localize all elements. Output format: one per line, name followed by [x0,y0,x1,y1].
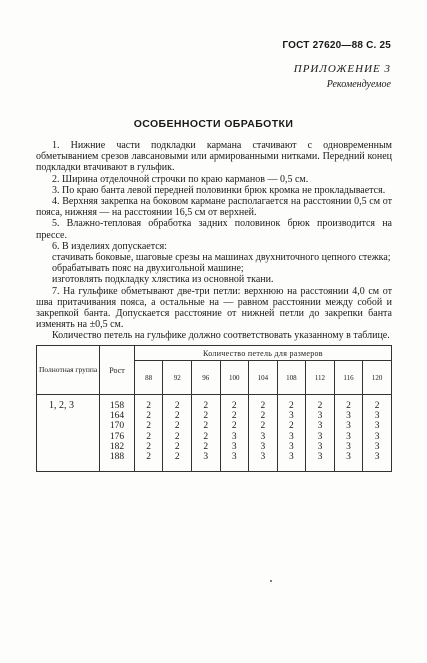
size-header: 120 [363,361,392,395]
count-value: 2 [174,441,180,452]
count-header: Количество петель для размеров [134,346,391,361]
count-value: 2 [289,401,294,411]
paragraph-6b: обрабатывать пояс на двухигольной машине; [52,263,244,275]
count-cell [134,395,163,472]
count-value: 3 [260,431,266,442]
paragraph-3: 3. По краю банта левой передней половинки брюк кромка не прокладывается. [52,184,386,196]
count-cell [277,395,306,472]
paragraph-4: 4. Верхняя закрепка на боковом кармане располагается на расстоянии 0,5 см от пояса, нижняя — на расстоянии 16,5 см от верхней. [36,196,392,219]
count-value: 3 [346,441,351,452]
count-value: 2 [146,411,152,422]
count-value: 3 [374,421,380,432]
count-value: 3 [203,452,209,463]
paragraph-6a: стачивать боковые, шаговые срезы на машинах двухниточного цепного стежка; [52,252,391,264]
count-value: 2 [174,421,180,432]
count-value: 2 [146,431,152,442]
group-cell: 1, 2, 3 [37,395,100,472]
size-header: 96 [191,361,220,395]
count-cell [191,395,220,472]
count-value: 2 [146,401,152,411]
count-value: 2 [231,421,237,432]
size-header: 100 [220,361,249,395]
count-value: 2 [174,431,180,442]
count-value: 3 [289,411,294,422]
paragraph-6c: изготовлять подкладку хлястика из основной ткани. [52,274,274,286]
count-cell [249,395,278,472]
count-value: 2 [317,401,323,411]
count-cell [334,395,363,472]
count-value: 2 [174,411,180,422]
count-value: 3 [289,452,294,463]
count-value: 3 [260,441,266,452]
count-value: 2 [174,452,180,463]
buttonhole-count-table [36,345,392,472]
height-value: 170 [109,421,125,432]
count-value: 3 [374,452,380,463]
count-value: 3 [231,431,237,442]
paragraph-8: Количество петель на гульфике должно соответствовать указанному в таблице. [52,330,390,342]
size-header: 112 [306,361,335,395]
height-cell [100,395,135,472]
paragraph-7: 7. На гульфике обметывают две-три петли: верхнюю на расстоянии 4,0 см от шва притачивания пояса, а остальные на — равном расстоянии между собой и закрепкой банта. Допускается расстояние от нижней петли до закрепки банта изменять на ±0,5 см. [36,285,392,331]
count-value: 3 [289,441,294,452]
paragraph-5: 5. Влажно-тепловая обработка задних половинок брюк производится на прессе. [36,218,392,241]
count-value: 2 [260,411,266,422]
count-value: 2 [203,411,209,422]
height-value: 182 [109,441,125,452]
height-value: 158 [109,401,125,411]
height-header: Рост [100,346,135,395]
count-value: 3 [317,421,323,432]
count-value: 3 [260,452,266,463]
count-value: 3 [374,411,380,422]
count-value: 2 [146,421,152,432]
count-value: 3 [231,452,237,463]
count-value: 3 [317,431,323,442]
count-value: 2 [231,401,237,411]
count-cell [306,395,335,472]
paragraph-6: 6. В изделиях допускается: [52,240,168,252]
print-speck [270,580,272,582]
count-value: 2 [146,452,152,463]
recommended-label: Рекомендуемое [326,79,391,90]
size-header: 104 [249,361,278,395]
count-value: 3 [374,431,380,442]
height-value: 188 [109,452,125,463]
size-header: 88 [134,361,163,395]
count-value: 2 [146,441,152,452]
count-value: 3 [374,441,380,452]
body-text [36,140,392,342]
size-header: 92 [163,361,192,395]
count-value: 3 [317,452,323,463]
paragraph-1: 1. Нижние части подкладки кармана стачивают с одновременным обметыванием срезов лавсановыми или армированными нитками. Передний конец подкладки втачивают в гульфик. [36,140,392,174]
appendix-label: ПРИЛОЖЕНИЕ 3 [293,63,391,75]
count-value: 2 [203,441,209,452]
count-value: 3 [346,411,351,422]
count-value: 3 [231,441,237,452]
size-header: 116 [334,361,363,395]
paragraph-2: 2. Ширина отделочной строчки по краю карманов — 0,5 см. [52,173,309,185]
count-value: 2 [289,421,294,432]
height-value: 164 [109,411,125,422]
count-value: 2 [174,401,180,411]
count-value: 3 [346,431,351,442]
count-cell [363,395,392,472]
count-value: 3 [346,452,351,463]
count-cell [220,395,249,472]
count-value: 3 [346,421,351,432]
count-value: 2 [374,401,380,411]
size-header: 108 [277,361,306,395]
count-value: 2 [260,421,266,432]
count-value: 3 [317,411,323,422]
count-value: 3 [317,441,323,452]
count-value: 2 [203,401,209,411]
count-cell [163,395,192,472]
table-row [37,395,392,472]
count-value: 2 [260,401,266,411]
page-header-code: ГОСТ 27620—88 С. 25 [282,40,391,51]
count-value: 2 [203,421,209,432]
count-value: 2 [231,411,237,422]
count-value: 2 [203,431,209,442]
height-value: 176 [109,431,125,442]
group-header: Полнотная группа [37,346,100,395]
count-value: 3 [289,431,294,442]
count-value: 2 [346,401,351,411]
section-title: ОСОБЕННОСТИ ОБРАБОТКИ [133,118,294,130]
